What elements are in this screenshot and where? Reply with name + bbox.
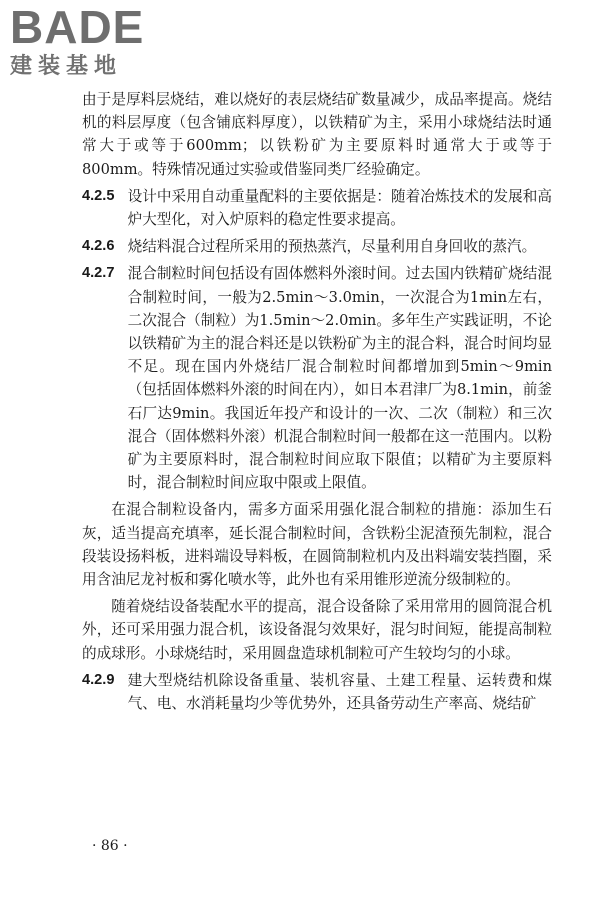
clause-4-2-9 (82, 669, 552, 715)
logo-subtitle: 建装基地 (10, 54, 123, 79)
clause-4-2-6 (82, 235, 552, 258)
clause-4-2-5 (82, 185, 552, 231)
page-number: · 86 · (92, 838, 128, 854)
site-logo (10, 1, 185, 88)
clause-number: 4.2.9 (82, 671, 115, 688)
paragraph-mixing-equipment: 随着烧结设备装配水平的提高，混合设备除了采用常用的圆筒混合机外，还可采用强力混合机，该设备混匀效果好，混匀时间短，能提高制粒的成球形。小球烧结时，采用圆盘造球机制粒可产生较均匀的小球。 (82, 598, 552, 662)
document-body (82, 88, 552, 715)
clause-text: 烧结料混合过程所采用的预热蒸汽，尽量利用自身回收的蒸汽。 (127, 238, 537, 256)
clause-number: 4.2.5 (82, 187, 115, 204)
clause-number: 4.2.6 (82, 238, 115, 255)
clause-number: 4.2.7 (82, 265, 115, 282)
clause-text: 建大型烧结机除设备重量、装机容量、土建工程量、运转费和煤气、电、水消耗量均少等优势外，还具备劳动生产率高、烧结矿 (127, 671, 552, 713)
clause-text: 设计中采用自动重量配料的主要依据是：随着冶炼技术的发展和高炉大型化，对入炉原料的稳定性要求提高。 (127, 187, 552, 229)
clause-4-2-7 (82, 262, 552, 494)
paragraph-continued: 由于是厚料层烧结，难以烧好的表层烧结矿数量减少，成品率提高。烧结机的料层厚度（包含铺底料厚度），以铁精矿为主，采用小球烧结法时通常大于或等于600mm；以铁粉矿为主要原料时通常大于或等于800mm。特殊情况通过实验或借鉴同类厂经验确定。 (82, 91, 552, 178)
clause-text: 混合制粒时间包括设有固体燃料外滚时间。过去国内铁精矿烧结混合制粒时间，一般为2.5min～3.0min，一次混合为1min左右，二次混合（制粒）为1.5min～2.0min。多年生产实践证明，不论以铁精矿为主的混合料还是以铁粉矿为主的混合料，混合时间均显不足。现在国内外烧结厂混合制粒时间都增加到5min～9min（包括固体燃料外滚的时间在内），如日本君津厂为8.1min，前釜石厂达9min。我国近年投产和设计的一次、二次（制粒）和三次混合（固体燃料外滚）机混合制粒时间一般都在这一范围内。以粉矿为主要原料时，混合制粒时间应取下限值；以精矿为主要原料时，混合制粒时间应取中限或上限值。 (127, 265, 552, 492)
logo-word: BADE (10, 1, 145, 53)
paragraph-mixing-measures: 在混合制粒设备内，需多方面采用强化混合制粒的措施：添加生石灰，适当提高充填率，延长混合制粒时间，含铁粉尘泥渣预先制粒，混合段装设扬料板，进料端设导料板，在圆筒制粒机内及出料端安装挡圈，采用含油尼龙衬板和雾化喷水等，此外也有采用锥形逆流分级制粒的。 (82, 501, 552, 589)
